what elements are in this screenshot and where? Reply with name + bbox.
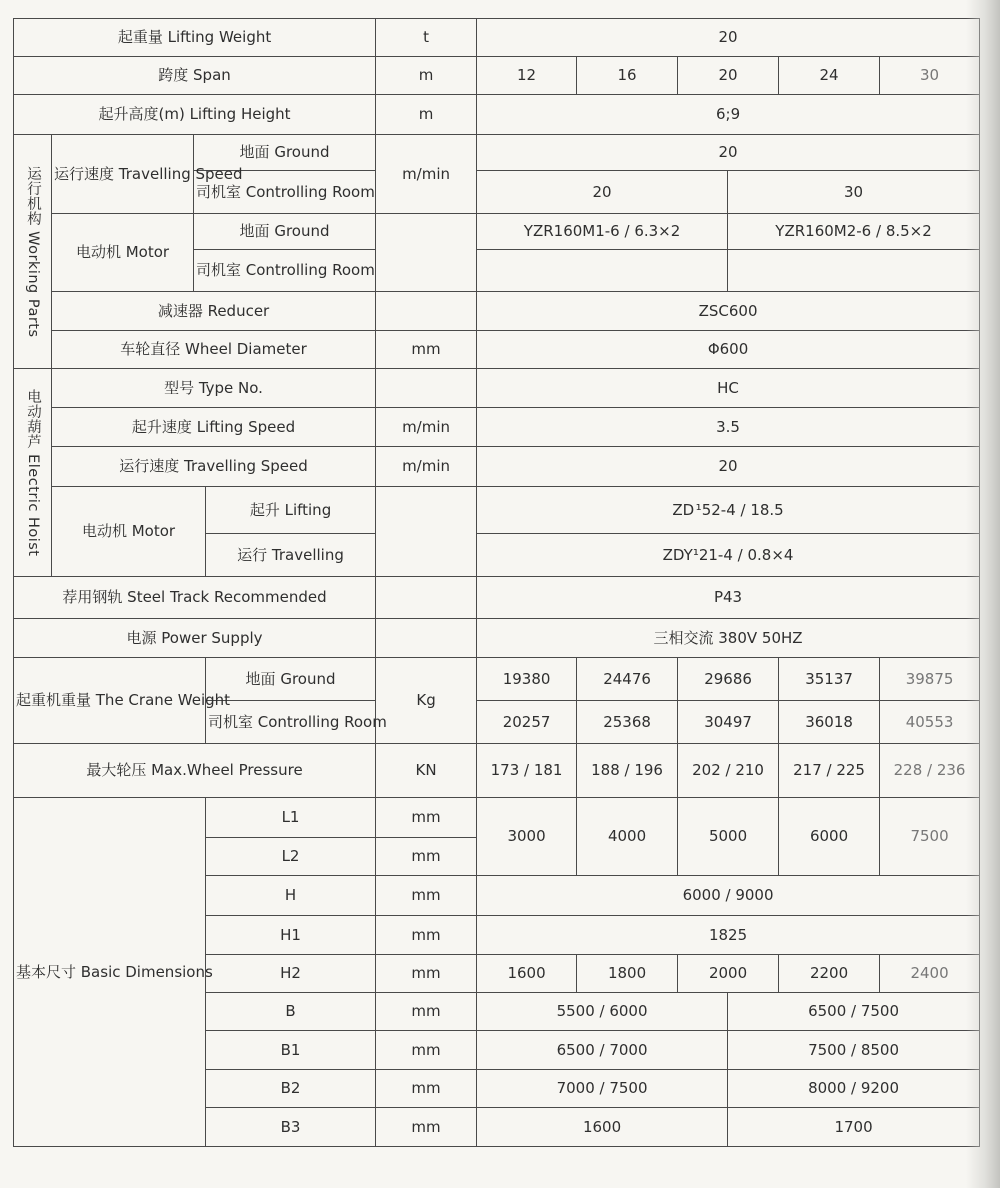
power-supply-value: 三相交流 380V 50HZ bbox=[477, 619, 980, 658]
dim-l2-label: L2 bbox=[206, 838, 376, 876]
wp-motor-room-value bbox=[477, 250, 728, 292]
wp-motor-label: 电动机 Motor bbox=[52, 214, 194, 292]
span-label: 跨度 Span bbox=[14, 57, 376, 95]
row-wheel-pressure bbox=[14, 744, 980, 798]
wheel-pressure-value: 228 / 236 bbox=[880, 744, 980, 798]
wheel-diameter-label: 车轮直径 Wheel Diameter bbox=[52, 331, 376, 369]
row-span bbox=[14, 57, 980, 95]
lifting-speed-value: 3.5 bbox=[477, 408, 980, 447]
row-lifting-height bbox=[14, 95, 980, 135]
row-type-no bbox=[14, 369, 980, 408]
wheel-diameter-value: Φ600 bbox=[477, 331, 980, 369]
wp-motor-unit bbox=[376, 214, 477, 292]
lifting-height-label: 起升高度(m) Lifting Height bbox=[14, 95, 376, 135]
row-hoist-motor-lifting bbox=[14, 487, 980, 534]
dim-h2-label: H2 bbox=[206, 955, 376, 993]
wheel-pressure-unit: KN bbox=[376, 744, 477, 798]
dim-b-value: 5500 / 6000 bbox=[477, 993, 728, 1031]
crane-weight-ground-value: 35137 bbox=[779, 658, 880, 701]
wp-motor-ground-value: YZR160M1-6 / 6.3×2 bbox=[477, 214, 728, 250]
hoist-motor-travelling-value: ZDY¹21-4 / 0.8×4 bbox=[477, 534, 980, 577]
wheel-pressure-value: 188 / 196 bbox=[577, 744, 678, 798]
hoist-motor-travelling-label: 运行 Travelling bbox=[206, 534, 376, 577]
lifting-weight-value: 20 bbox=[477, 19, 980, 57]
dim-l1-label: L1 bbox=[206, 798, 376, 838]
crane-weight-ground-value: 19380 bbox=[477, 658, 577, 701]
crane-weight-room-value: 30497 bbox=[678, 701, 779, 744]
row-steel-track bbox=[14, 577, 980, 619]
dim-b1-label: B1 bbox=[206, 1031, 376, 1070]
hoist-motor-lifting-value: ZD ¹52-4 / 18.5 bbox=[477, 487, 980, 534]
dim-b1-unit: mm bbox=[376, 1031, 477, 1070]
travel-speed-label: 运行速度 Travelling Speed bbox=[52, 135, 194, 214]
wheel-diameter-unit: mm bbox=[376, 331, 477, 369]
dim-l-value: 4000 bbox=[577, 798, 678, 876]
span-value: 30 bbox=[880, 57, 980, 95]
wp-motor-room-label: 司机室 Controlling Room bbox=[194, 250, 376, 292]
wp-motor-ground-value: YZR160M2-6 / 8.5×2 bbox=[728, 214, 980, 250]
lifting-height-unit: m bbox=[376, 95, 477, 135]
wheel-pressure-value: 202 / 210 bbox=[678, 744, 779, 798]
lifting-speed-label: 起升速度 Lifting Speed bbox=[52, 408, 376, 447]
wp-motor-room-value bbox=[728, 250, 980, 292]
hoist-travelling-speed-value: 20 bbox=[477, 447, 980, 487]
dim-h-value: 6000 / 9000 bbox=[477, 876, 980, 916]
dim-b1-value: 7500 / 8500 bbox=[728, 1031, 980, 1070]
crane-weight-label: 起重机重量 The Crane Weight bbox=[14, 658, 206, 744]
dim-h1-value: 1825 bbox=[477, 916, 980, 955]
dimensions-label: 基本尺寸 Basic Dimensions bbox=[14, 798, 206, 1147]
travel-speed-ground-value: 20 bbox=[477, 135, 980, 171]
wheel-pressure-value: 173 / 181 bbox=[477, 744, 577, 798]
crane-weight-ground-label: 地面 Ground bbox=[206, 658, 376, 701]
dim-b2-label: B2 bbox=[206, 1070, 376, 1108]
steel-track-label: 荐用钢轨 Steel Track Recommended bbox=[14, 577, 376, 619]
travel-speed-room-value: 30 bbox=[728, 171, 980, 214]
span-value: 24 bbox=[779, 57, 880, 95]
span-value: 12 bbox=[477, 57, 577, 95]
row-reducer bbox=[14, 292, 980, 331]
lifting-speed-unit: m/min bbox=[376, 408, 477, 447]
dim-b1-value: 6500 / 7000 bbox=[477, 1031, 728, 1070]
row-travel-speed-ground bbox=[14, 135, 980, 171]
row-wheel-diameter bbox=[14, 331, 980, 369]
crane-weight-ground-value: 39875 bbox=[880, 658, 980, 701]
electric-hoist-group-label: 电动葫芦 Electric Hoist bbox=[14, 369, 52, 577]
hoist-travelling-speed-unit: m/min bbox=[376, 447, 477, 487]
wheel-pressure-label: 最大轮压 Max.Wheel Pressure bbox=[14, 744, 376, 798]
lifting-height-value: 6;9 bbox=[477, 95, 980, 135]
row-crane-weight-ground bbox=[14, 658, 980, 701]
row-lifting-weight bbox=[14, 19, 980, 57]
crane-weight-room-value: 20257 bbox=[477, 701, 577, 744]
dim-h1-unit: mm bbox=[376, 916, 477, 955]
dim-l-value: 5000 bbox=[678, 798, 779, 876]
lifting-weight-unit: t bbox=[376, 19, 477, 57]
dim-h2-unit: mm bbox=[376, 955, 477, 993]
span-unit: m bbox=[376, 57, 477, 95]
crane-weight-ground-value: 24476 bbox=[577, 658, 678, 701]
power-supply-unit bbox=[376, 619, 477, 658]
type-no-unit bbox=[376, 369, 477, 408]
dim-b3-unit: mm bbox=[376, 1108, 477, 1147]
crane-weight-room-value: 25368 bbox=[577, 701, 678, 744]
power-supply-label: 电源 Power Supply bbox=[14, 619, 376, 658]
dim-l-value: 3000 bbox=[477, 798, 577, 876]
dim-h2-value: 1600 bbox=[477, 955, 577, 993]
crane-weight-unit: Kg bbox=[376, 658, 477, 744]
wp-motor-ground-label: 地面 Ground bbox=[194, 214, 376, 250]
row-lifting-speed bbox=[14, 408, 980, 447]
travel-speed-unit: m/min bbox=[376, 135, 477, 214]
steel-track-value: P43 bbox=[477, 577, 980, 619]
span-value: 20 bbox=[678, 57, 779, 95]
hoist-motor-unit bbox=[376, 487, 477, 577]
spec-table bbox=[13, 18, 980, 1147]
dim-b2-value: 8000 / 9200 bbox=[728, 1070, 980, 1108]
span-value: 16 bbox=[577, 57, 678, 95]
working-parts-group-label: 运行机构 Working Parts bbox=[14, 135, 52, 369]
dim-b2-value: 7000 / 7500 bbox=[477, 1070, 728, 1108]
dim-l1-unit: mm bbox=[376, 798, 477, 838]
crane-weight-room-label: 司机室 Controlling Room bbox=[206, 701, 376, 744]
travel-speed-room-label: 司机室 Controlling Room bbox=[194, 171, 376, 214]
dim-h-label: H bbox=[206, 876, 376, 916]
dim-l-value: 6000 bbox=[779, 798, 880, 876]
dim-h2-value: 2400 bbox=[880, 955, 980, 993]
dim-h2-value: 2200 bbox=[779, 955, 880, 993]
dim-b-value: 6500 / 7500 bbox=[728, 993, 980, 1031]
dim-l-value: 7500 bbox=[880, 798, 980, 876]
wheel-pressure-value: 217 / 225 bbox=[779, 744, 880, 798]
type-no-label: 型号 Type No. bbox=[52, 369, 376, 408]
reducer-value: ZSC600 bbox=[477, 292, 980, 331]
steel-track-unit bbox=[376, 577, 477, 619]
crane-weight-ground-value: 29686 bbox=[678, 658, 779, 701]
hoist-travelling-speed-label: 运行速度 Travelling Speed bbox=[52, 447, 376, 487]
hoist-motor-label: 电动机 Motor bbox=[52, 487, 206, 577]
dim-b3-value: 1600 bbox=[477, 1108, 728, 1147]
crane-weight-room-value: 36018 bbox=[779, 701, 880, 744]
lifting-weight-label: 起重量 Lifting Weight bbox=[14, 19, 376, 57]
row-motor-ground bbox=[14, 214, 980, 250]
dim-l2-unit: mm bbox=[376, 838, 477, 876]
dim-b-unit: mm bbox=[376, 993, 477, 1031]
dim-b-label: B bbox=[206, 993, 376, 1031]
dim-h2-value: 2000 bbox=[678, 955, 779, 993]
dim-b3-label: B3 bbox=[206, 1108, 376, 1147]
crane-weight-room-value: 40553 bbox=[880, 701, 980, 744]
reducer-unit bbox=[376, 292, 477, 331]
reducer-label: 减速器 Reducer bbox=[52, 292, 376, 331]
travel-speed-ground-label: 地面 Ground bbox=[194, 135, 376, 171]
row-hoist-travelling-speed bbox=[14, 447, 980, 487]
dim-b2-unit: mm bbox=[376, 1070, 477, 1108]
dim-h2-value: 1800 bbox=[577, 955, 678, 993]
row-dim-l1 bbox=[14, 798, 980, 838]
travel-speed-room-value: 20 bbox=[477, 171, 728, 214]
dim-b3-value: 1700 bbox=[728, 1108, 980, 1147]
type-no-value: HC bbox=[477, 369, 980, 408]
hoist-motor-lifting-label: 起升 Lifting bbox=[206, 487, 376, 534]
dim-h1-label: H1 bbox=[206, 916, 376, 955]
row-power-supply bbox=[14, 619, 980, 658]
dim-h-unit: mm bbox=[376, 876, 477, 916]
